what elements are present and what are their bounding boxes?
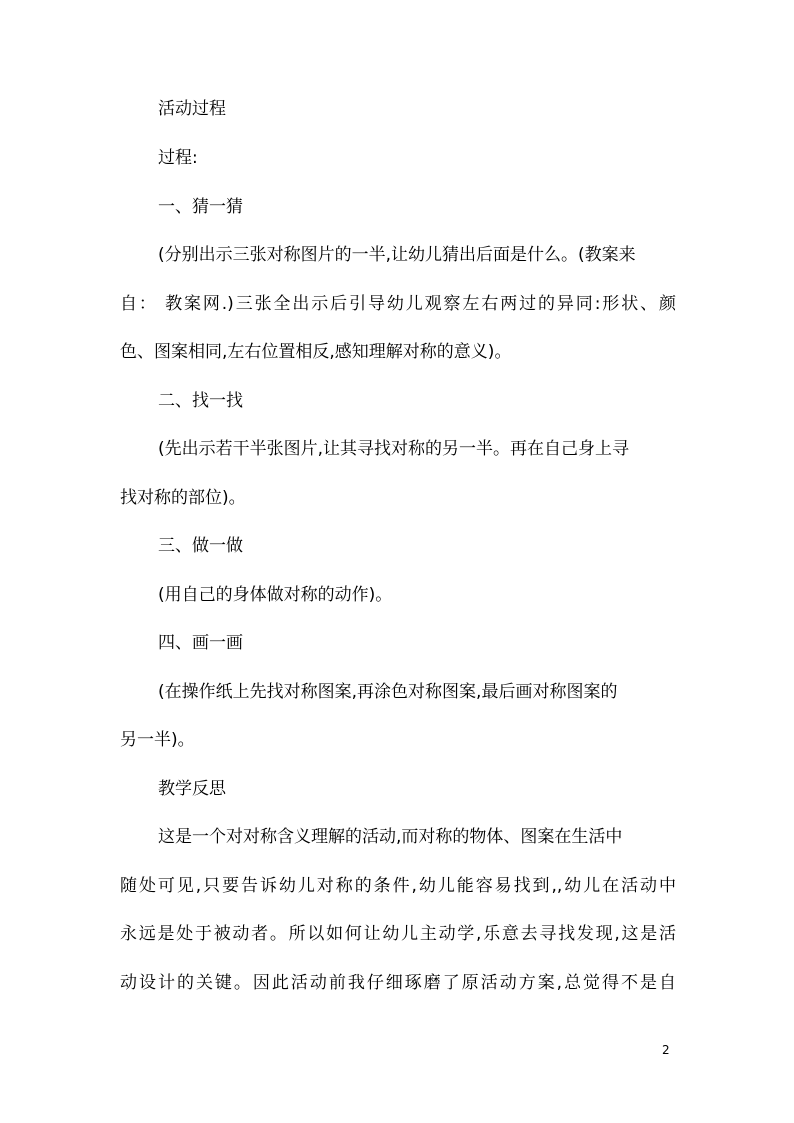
paragraph-line: (分别出示三张对称图片的一半,让幼儿猜出后面是什么。(教案来 [158, 245, 636, 265]
paragraph-line: 另一半)。 [120, 730, 195, 750]
paragraph-line: 找对称的部位)。 [120, 488, 246, 508]
step-heading-draw: 四、画一画 [158, 633, 243, 653]
subheading-process: 过程: [158, 148, 198, 168]
step-heading-find: 二、找一找 [158, 391, 243, 411]
paragraph-line: 这是一个对对称含义理解的活动,而对称的物体、图案在生活中 [158, 827, 623, 847]
paragraph-line: (用自己的身体做对称的动作)。 [158, 585, 393, 605]
section-heading-activity-process: 活动过程 [158, 99, 226, 119]
paragraph-line: 色、图案相同,左右位置相反,感知理解对称的意义)。 [120, 342, 512, 362]
step-heading-guess: 一、猜一猜 [158, 197, 243, 217]
section-heading-teaching-reflection: 教学反思 [158, 779, 226, 799]
paragraph-line: 随处可见,只要告诉幼儿对称的条件,幼儿能容易找到,,幼儿在活动中 [120, 876, 676, 896]
paragraph-line: 自： 教案网.)三张全出示后引导幼儿观察左右两过的异同:形状、颜 [120, 294, 676, 314]
paragraph-line: (先出示若干半张图片,让其寻找对称的另一半。再在自己身上寻 [158, 439, 630, 459]
paragraph-line: 永远是处于被动者。所以如何让幼儿主动学,乐意去寻找发现,这是活 [120, 924, 676, 944]
step-heading-do: 三、做一做 [158, 536, 243, 556]
page-number: 2 [662, 1043, 670, 1057]
paragraph-line: (在操作纸上先找对称图案,再涂色对称图案,最后画对称图案的 [158, 682, 618, 702]
paragraph-line: 动设计的关键。因此活动前我仔细琢磨了原活动方案,总觉得不是自 [120, 973, 676, 993]
